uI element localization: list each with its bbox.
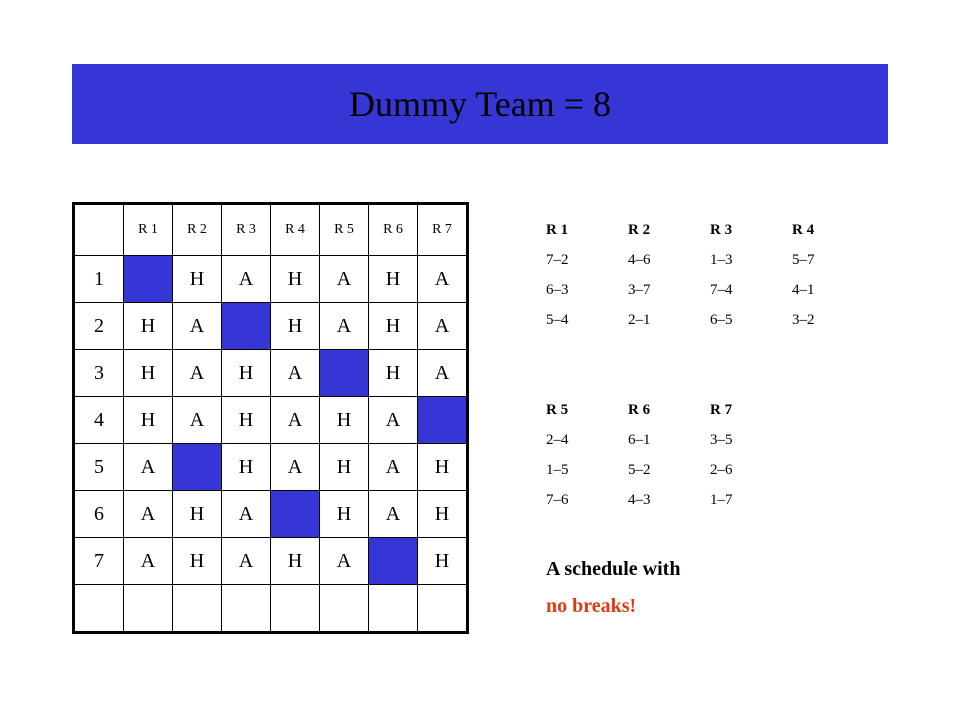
- schedule-cell: A: [369, 397, 418, 444]
- schedule-cell: A: [271, 397, 320, 444]
- schedule-cell: A: [320, 538, 369, 585]
- team-number-cell: 5: [74, 444, 124, 491]
- team-number-cell: 3: [74, 350, 124, 397]
- table-row: [74, 256, 468, 303]
- match-pair: 1–5: [546, 462, 569, 478]
- schedule-grid: [72, 202, 469, 634]
- schedule-cell: A: [271, 444, 320, 491]
- match-pair: 4–6: [628, 252, 651, 268]
- schedule-cell: H: [369, 350, 418, 397]
- match-pair: 3–7: [628, 282, 651, 298]
- match-pair: 1–7: [710, 492, 733, 508]
- page-title: Dummy Team = 8: [348, 84, 612, 124]
- table-row: [74, 303, 468, 350]
- schedule-cell: H: [271, 538, 320, 585]
- schedule-cell: H: [173, 538, 222, 585]
- schedule-cell: A: [124, 538, 173, 585]
- round-column: [792, 215, 872, 335]
- round-header-cell: R 4: [271, 204, 320, 256]
- schedule-cell: A: [320, 303, 369, 350]
- schedule-cell: H: [320, 491, 369, 538]
- match-pair: 7–6: [546, 492, 569, 508]
- schedule-cell: H: [418, 491, 468, 538]
- team-number-cell: 1: [74, 256, 124, 303]
- schedule-cell: [222, 585, 271, 633]
- round-column: [628, 215, 708, 335]
- round-column: [710, 395, 790, 515]
- round-label: R 3: [710, 222, 733, 238]
- table-row: [74, 444, 468, 491]
- match-pair: 4–1: [792, 282, 815, 298]
- round-header-cell: R 6: [369, 204, 418, 256]
- title-banner: [72, 64, 888, 144]
- schedule-cell: A: [222, 256, 271, 303]
- bye-cell: [271, 491, 320, 538]
- note-line-2: no breaks!: [546, 595, 637, 617]
- bye-cell: [124, 256, 173, 303]
- round-label: R 7: [710, 402, 733, 418]
- schedule-cell: H: [222, 397, 271, 444]
- round-header-cell: R 1: [124, 204, 173, 256]
- round-label: R 2: [628, 222, 651, 238]
- match-pair: 2–1: [628, 312, 651, 328]
- schedule-cell: H: [173, 256, 222, 303]
- match-pair: 6–1: [628, 432, 651, 448]
- schedule-cell: [124, 585, 173, 633]
- schedule-cell: A: [369, 444, 418, 491]
- team-number-cell: [74, 585, 124, 633]
- round-label: R 1: [546, 222, 569, 238]
- table-row: [74, 585, 468, 633]
- match-pair: 6–3: [546, 282, 569, 298]
- team-number-cell: 2: [74, 303, 124, 350]
- match-pair: 3–5: [710, 432, 733, 448]
- grid-corner-cell: [74, 204, 124, 256]
- schedule-cell: H: [418, 538, 468, 585]
- bye-cell: [320, 350, 369, 397]
- schedule-cell: H: [271, 303, 320, 350]
- schedule-cell: H: [222, 350, 271, 397]
- schedule-cell: H: [271, 256, 320, 303]
- round-header-cell: R 5: [320, 204, 369, 256]
- grid-header-row: [74, 204, 468, 256]
- round-header-cell: R 3: [222, 204, 271, 256]
- match-pair: 2–4: [546, 432, 569, 448]
- match-pair: 4–3: [628, 492, 651, 508]
- schedule-cell: H: [369, 256, 418, 303]
- schedule-cell: H: [173, 491, 222, 538]
- schedule-cell: A: [369, 491, 418, 538]
- bye-cell: [222, 303, 271, 350]
- match-pair: 5–7: [792, 252, 815, 268]
- schedule-cell: A: [418, 350, 468, 397]
- round-column: [710, 215, 790, 335]
- schedule-cell: H: [124, 397, 173, 444]
- bye-cell: [173, 444, 222, 491]
- schedule-cell: A: [418, 256, 468, 303]
- schedule-cell: A: [124, 491, 173, 538]
- match-pair: 2–6: [710, 462, 733, 478]
- round-column: [546, 215, 626, 335]
- table-row: [74, 350, 468, 397]
- schedule-cell: [173, 585, 222, 633]
- match-pair: 5–4: [546, 312, 569, 328]
- round-column: [628, 395, 708, 515]
- schedule-cell: A: [124, 444, 173, 491]
- schedule-cell: [369, 585, 418, 633]
- schedule-cell: [418, 585, 468, 633]
- team-number-cell: 7: [74, 538, 124, 585]
- match-pair: 7–4: [710, 282, 733, 298]
- round-label: R 4: [792, 222, 815, 238]
- team-number-cell: 6: [74, 491, 124, 538]
- schedule-cell: H: [124, 303, 173, 350]
- round-label: R 5: [546, 402, 569, 418]
- schedule-cell: [320, 585, 369, 633]
- schedule-cell: A: [173, 303, 222, 350]
- schedule-cell: A: [173, 350, 222, 397]
- schedule-cell: A: [222, 538, 271, 585]
- round-label: R 6: [628, 402, 651, 418]
- round-header-cell: R 2: [173, 204, 222, 256]
- table-row: [74, 538, 468, 585]
- match-pair: 7–2: [546, 252, 569, 268]
- table-row: [74, 397, 468, 444]
- match-pair: 5–2: [628, 462, 651, 478]
- schedule-cell: A: [222, 491, 271, 538]
- schedule-cell: A: [271, 350, 320, 397]
- schedule-cell: [271, 585, 320, 633]
- schedule-cell: H: [124, 350, 173, 397]
- schedule-cell: H: [222, 444, 271, 491]
- schedule-cell: H: [320, 397, 369, 444]
- table-row: [74, 491, 468, 538]
- schedule-cell: H: [320, 444, 369, 491]
- bye-cell: [369, 538, 418, 585]
- match-pair: 3–2: [792, 312, 815, 328]
- round-header-cell: R 7: [418, 204, 468, 256]
- match-pair: 6–5: [710, 312, 733, 328]
- schedule-cell: H: [369, 303, 418, 350]
- note-line-1: A schedule with: [546, 558, 681, 580]
- bye-cell: [418, 397, 468, 444]
- schedule-cell: A: [418, 303, 468, 350]
- match-pair: 1–3: [710, 252, 733, 268]
- schedule-cell: A: [320, 256, 369, 303]
- team-number-cell: 4: [74, 397, 124, 444]
- schedule-cell: H: [418, 444, 468, 491]
- round-column: [546, 395, 626, 515]
- schedule-cell: A: [173, 397, 222, 444]
